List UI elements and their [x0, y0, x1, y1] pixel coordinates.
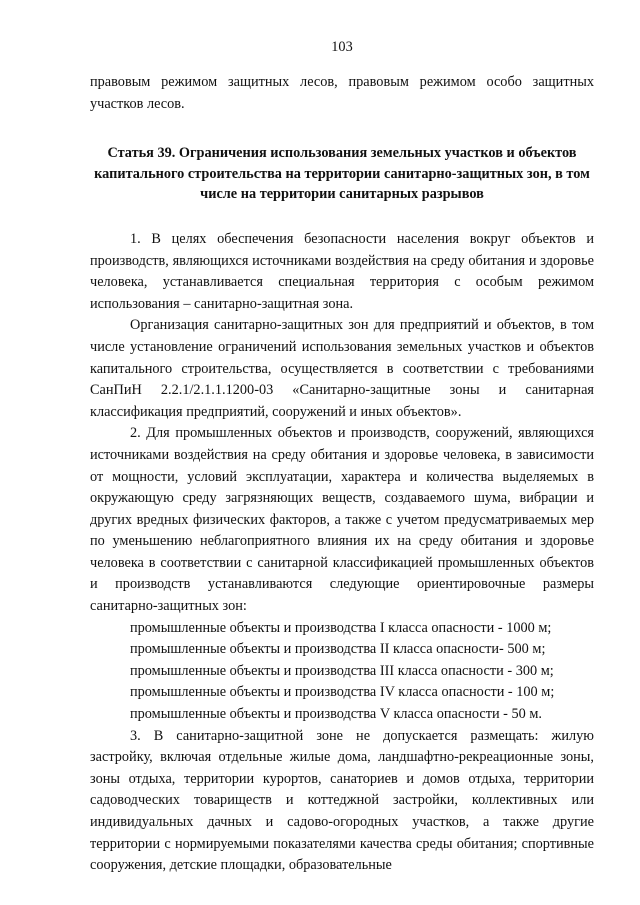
page-number: 103: [331, 39, 353, 55]
list-item: промышленные объекты и производства III класса опасности - 300 м;: [130, 662, 554, 679]
list-item: промышленные объекты и производства IV класса опасности - 100 м;: [130, 684, 555, 701]
continuation-paragraph: правовым режимом защитных лесов, правовым режимом особо защитных участков лесов.: [90, 74, 594, 112]
hazard-class-list: [90, 618, 594, 726]
document-page: [90, 38, 594, 877]
paragraph-3: 2. Для промышленных объектов и производств, сооружений, являющихся источниками воздействия на среду обитания и здоровье человека, в зависимости от мощности, условий эксплуатации, характера и количества выделяемых в окружающую среду загрязняющих веществ, создаваемого шума, вибрации и других вредных физических факторов, а также с учетом предусматриваемых мер по уменьшению неблагоприятного влияния их на среду обитания и здоровье человека в соответствии с санитарной классификацией промышленных объектов и производств устанавливаются следующие ориентировочные размеры санитарно-защитных зон:: [90, 425, 594, 615]
article-heading: Статья 39. Ограничения использования земельных участков и объектов капитального строительства на территории санитарно-защитных зон, в том числе на территории санитарных разрывов: [94, 145, 590, 203]
list-item: промышленные объекты и производства I класса опасности - 1000 м;: [130, 619, 552, 636]
paragraph-4: 3. В санитарно-защитной зоне не допускается размещать: жилую застройку, включая отдельные жилые дома, ландшафтно-рекреационные зоны, зоны отдыха, территории курортов, санаториев и домов отдыха, территории садоводческих товариществ и коттеджной застройки, коллективных или индивидуальных дачных и садово-огородных участков, а также другие территории с нормируемыми показателями качества среды обитания; спортивные сооружения, детские площадки, образовательные: [90, 727, 594, 874]
paragraph-1: 1. В целях обеспечения безопасности населения вокруг объектов и производств, являющихся источниками воздействия на среду обитания и здоровье человека, устанавливается специальная территория с особым режимом использования – санитарно-защитная зона.: [90, 230, 594, 312]
list-item: промышленные объекты и производства V класса опасности - 50 м.: [130, 706, 542, 723]
paragraph-2: Организация санитарно-защитных зон для предприятий и объектов, в том числе установление ограничений использования земельных участков и объектов капитального строительства, осуществляется в соответствии с требованиями СанПиН 2.2.1/2.1.1.1200-03 «Санитарно-защитные зоны и санитарная классификация предприятий, сооружений и иных объектов».: [90, 317, 594, 420]
list-item: промышленные объекты и производства II класса опасности- 500 м;: [130, 641, 546, 658]
